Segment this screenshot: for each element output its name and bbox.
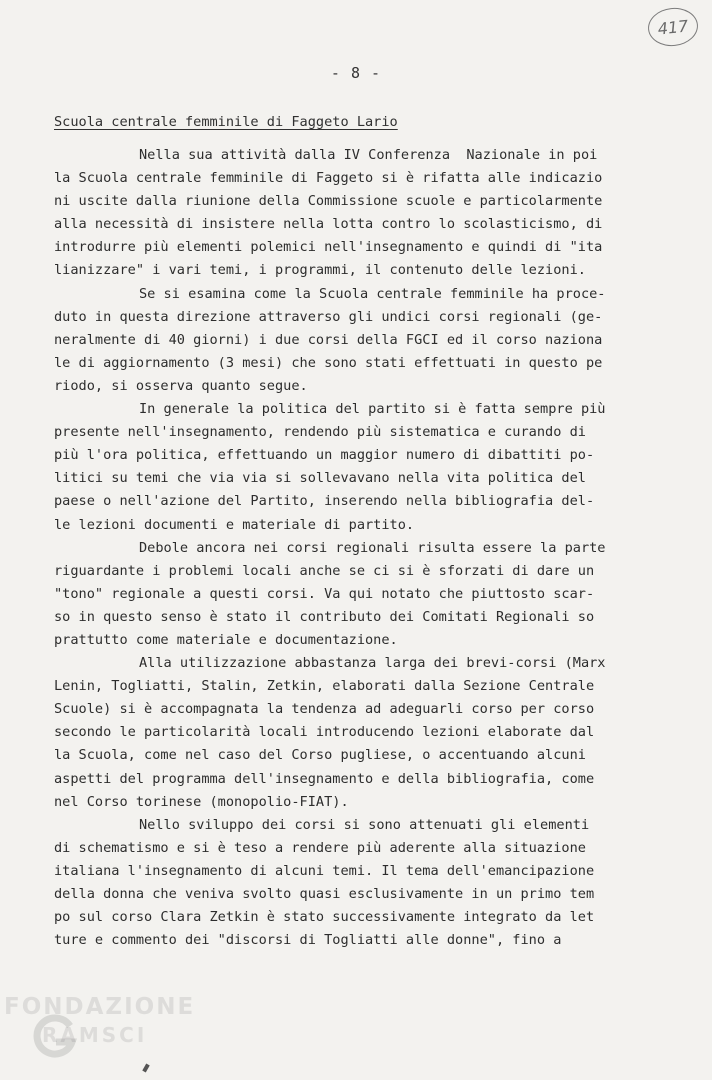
text-line: riodo, si osserva quanto segue. (54, 377, 308, 394)
body-text (54, 144, 654, 952)
text-line: litici su temi che via via si sollevavano nella vita politica del (54, 470, 586, 487)
text-line: della donna che veniva svolto quasi esclusivamente in un primo tem (54, 886, 595, 902)
text-line: di schematismo e si è teso a rendere più aderente alla situazione (54, 839, 586, 856)
text-line: Alla utilizzazione abbastanza larga dei brevi-corsi (Marx (139, 655, 606, 672)
text-line: Scuole) si è accompagnata la tendenza ad adeguarli corso per corso (54, 701, 595, 718)
text-line: In generale la politica del partito si è fatta sempre più (139, 401, 606, 418)
archive-watermark (4, 996, 204, 1076)
text-line: ni uscite dalla riunione della Commissione scuole e particolarmente (54, 193, 603, 210)
text-line: duto in questa direzione attraverso gli undici corsi regionali (ge- (54, 308, 603, 325)
text-line: ture e commento dei "discorsi di Togliatti alle donne", fino a (54, 932, 562, 949)
page-number: - 8 - (330, 64, 382, 82)
text-line: prattutto come materiale e documentazione. (54, 631, 398, 648)
text-line: nel Corso torinese (monopolio-FIAT). (54, 793, 349, 810)
text-line: lianizzare" i vari temi, i programmi, il contenuto delle lezioni. (54, 262, 586, 279)
text-line: le lezioni documenti e materiale di partito. (54, 516, 415, 533)
archive-stamp: 417 (646, 5, 700, 48)
text-line: la Scuola, come nel caso del Corso pugliese, o accentuando alcuni (54, 747, 586, 764)
text-line: Nella sua attività dalla IV Conferenza Nazionale in poi (139, 147, 598, 163)
text-line: "tono" regionale a questi corsi. Va qui notato che piuttosto scar- (54, 585, 595, 602)
text-line: neralmente di 40 giorni) i due corsi della FGCI ed il corso naziona (54, 331, 603, 348)
text-line: paese o nell'azione del Partito, inserendo nella bibliografia del- (54, 493, 595, 510)
watermark-line-1: FONDAZIONE (4, 994, 196, 1020)
text-line: Lenin, Togliatti, Stalin, Zetkin, elaborati dalla Sezione Centrale (54, 678, 595, 695)
text-line: presente nell'insegnamento, rendendo più sistematica e curando di (54, 424, 586, 441)
text-line: aspetti del programma dell'insegnamento e della bibliografia, come (54, 770, 595, 787)
text-line: secondo le particolarità locali introducendo lezioni elaborate dal (54, 724, 595, 741)
text-line: alla necessità di insistere nella lotta contro lo scolasticismo, di (54, 216, 603, 233)
text-line: riguardante i problemi locali anche se ci si è sforzati di dare un (54, 562, 595, 579)
text-line: più l'ora politica, effettuando un maggior numero di dibattiti po- (54, 447, 595, 464)
text-line: Debole ancora nei corsi regionali risulta essere la parte (139, 539, 606, 556)
text-line: Nello sviluppo dei corsi si sono attenuati gli elementi (139, 816, 590, 833)
text-line: le di aggiornamento (3 mesi) che sono stati effettuati in questo pe (54, 354, 603, 371)
watermark-logo-icon (30, 1012, 78, 1060)
text-line: so in questo senso è stato il contributo dei Comitati Regionali so (54, 608, 595, 625)
watermark-line-2: RAMSCI (42, 1023, 148, 1047)
text-line: Se si esamina come la Scuola centrale femminile ha proce- (139, 285, 606, 302)
text-line: introdurre più elementi polemici nell'insegnamento e quindi di "ita (54, 239, 603, 256)
text-line: po sul corso Clara Zetkin è stato successivamente integrato da let (54, 909, 595, 926)
text-line: italiana l'insegnamento di alcuni temi. Il tema dell'emancipazione (54, 862, 595, 879)
text-line: la Scuola centrale femminile di Faggeto si è rifatta alle indicazio (54, 170, 603, 187)
section-title: Scuola centrale femminile di Faggeto Lario (54, 114, 398, 130)
